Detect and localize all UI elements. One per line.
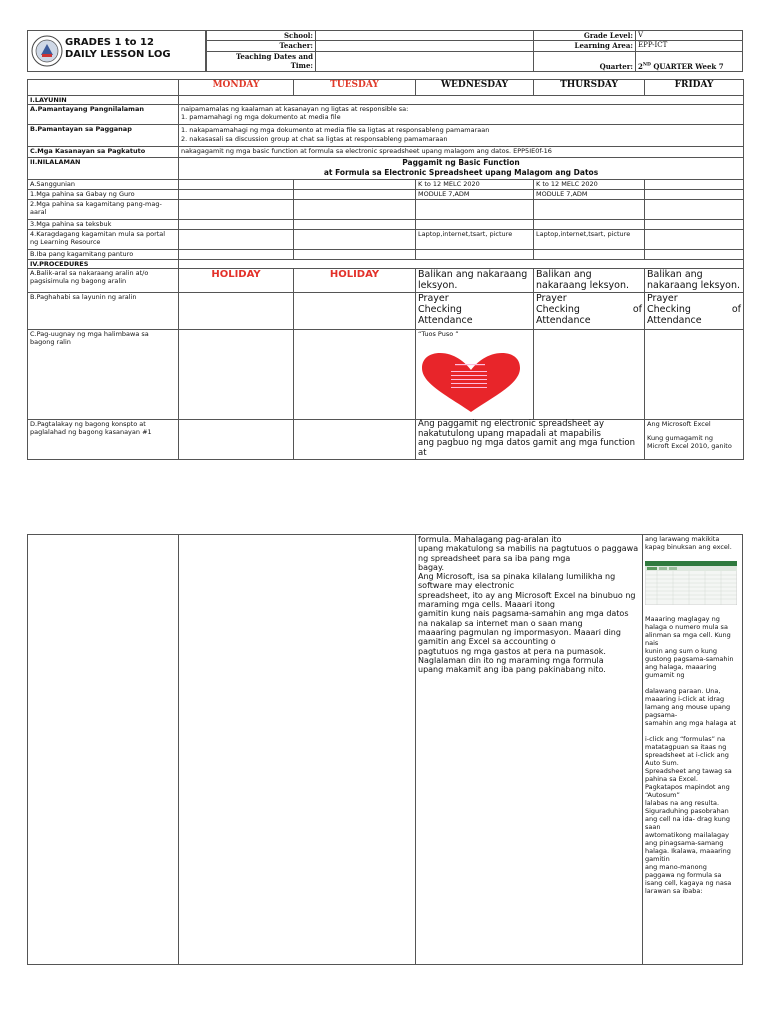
header-title-box xyxy=(27,30,206,72)
day-friday: FRIDAY xyxy=(645,80,744,96)
heart-picture xyxy=(418,352,524,414)
excel-screenshot-picture xyxy=(645,561,737,605)
page2-table xyxy=(27,534,743,965)
corner-cell xyxy=(28,80,179,96)
gabay-wed: MODULE 7,ADM xyxy=(416,190,534,200)
sanggunian-fri xyxy=(645,180,744,190)
gabay-label: 1.Mga pahina sa Gabay ng Guro xyxy=(28,190,179,200)
holiday-monday: HOLIDAY xyxy=(179,269,294,293)
header-title-line2: DAILY LESSON LOG xyxy=(65,49,171,60)
procedures-label: IV.PROCEDURES xyxy=(28,260,179,269)
school-label: School: xyxy=(207,31,316,41)
holiday-tuesday: HOLIDAY xyxy=(294,269,416,293)
kasanayan-content: nakagagamit ng mga basic function at formula sa electronic spreadsheet upang malagom ang datos. EPP5IE0f-16 xyxy=(179,147,744,158)
paguugnay-wed xyxy=(416,330,534,420)
balik-aral-fri: Balikan ang nakaraang leksyon. xyxy=(645,269,744,293)
grade-level-label: Grade Level: xyxy=(534,31,636,41)
paguugnay-label: C.Pag-uugnay ng mga halimbawa sa bagong ralin xyxy=(28,330,179,420)
teacher-value[interactable] xyxy=(316,41,534,52)
grade-level-value[interactable]: V xyxy=(636,31,743,41)
balik-aral-wed: Balikan ang nakaraang leksyon. xyxy=(416,269,534,293)
nilalaman-content: Paggamit ng Basic Function at Formula sa Electronic Spreadsheet upang Malagom ang Datos xyxy=(179,158,744,180)
quarter-label: Quarter: xyxy=(534,52,636,72)
learning-area-label: Learning Area: xyxy=(534,41,636,52)
tuos-puso-caption: “Tuos Puso ” xyxy=(418,330,459,338)
header-info-table xyxy=(206,30,743,72)
quarter-value[interactable]: 2ND QUARTER Week 7 xyxy=(636,52,743,72)
paghahabi-label: B.Paghahabi sa layunin ng aralin xyxy=(28,293,179,330)
learning-area-value[interactable]: EPP-ICT xyxy=(636,41,743,52)
dates-label: Teaching Dates and Time: xyxy=(207,52,316,72)
kagamitang-label: 2.Mga pahina sa kagamitang pang-mag- aaral xyxy=(28,200,179,220)
iba-pang-label: B.Iba pang kagamitang panturo xyxy=(28,250,179,260)
pamantayan-pagganap-content: 1. nakapamamahagi ng mga dokumento at media file sa ligtas at responsableng pamamaraan 2. nakasasali sa discussion group at chat sa ligtas at responsableng pamamaraan xyxy=(179,125,744,147)
paghahabi-fri: Prayer Checking of Attendance xyxy=(645,293,744,330)
dates-value[interactable] xyxy=(316,52,534,72)
pagtalakay-wed: Ang paggamit ng electronic spreadsheet ay nakatutulong upang mapadali at mapabilis ang pagbuo ng mga datos gamit ang mga function at xyxy=(416,420,645,460)
karagdagang-wed: Laptop,internet,tsart, picture xyxy=(416,230,534,250)
teacher-label: Teacher: xyxy=(207,41,316,52)
nilalaman-label: II.NILALAMAN xyxy=(28,158,179,180)
school-value[interactable] xyxy=(316,31,534,41)
teksbuk-label: 3.Mga pahina sa teksbuk xyxy=(28,220,179,230)
karagdagang-label: 4.Karagdagang kagamitan mula sa portal ng Learning Resource xyxy=(28,230,179,250)
sanggunian-mon xyxy=(179,180,294,190)
paghahabi-thu: Prayer Checking of Attendance xyxy=(534,293,645,330)
pamantayan-pagganap-label: B.Pamantayan sa Pagganap xyxy=(28,125,179,147)
day-monday: MONDAY xyxy=(179,80,294,96)
pamantayang-pangnilalaman-content: naipamamalas ng kaalaman at kasanayan ng ligtas at responsible sa: 1. pamamahagi ng mga dokumento at media file xyxy=(179,105,744,125)
header-title-line1: GRADES 1 to 12 xyxy=(65,37,154,48)
pagtalakay-fri: Ang Microsoft Excel Kung gumagamit ng Microft Excel 2010, ganito xyxy=(645,420,744,460)
lesson-log-table xyxy=(27,79,744,460)
page2-fri-top: ang larawang makikita kapag binuksan ang excel. xyxy=(645,535,732,551)
sanggunian-label: A.Sanggunian xyxy=(28,180,179,190)
balik-aral-thu: Balikan ang nakaraang leksyon. xyxy=(534,269,645,293)
day-tuesday: TUESDAY xyxy=(294,80,416,96)
karagdagang-thu: Laptop,internet,tsart, picture xyxy=(534,230,645,250)
layunin-content xyxy=(179,96,744,105)
balik-aral-label: A.Balik-aral sa nakaraang aralin at/o pagsisimula ng bagong aralin xyxy=(28,269,179,293)
sanggunian-tue xyxy=(294,180,416,190)
kasanayan-label: C.Mga Kasanayan sa Pagkatuto xyxy=(28,147,179,158)
sanggunian-wed: K to 12 MELC 2020 xyxy=(416,180,534,190)
pagtalakay-label: D.Pagtalakay ng bagong konspto at paglalahad ng bagong kasanayan #1 xyxy=(28,420,179,460)
layunin-label: I.LAYUNIN xyxy=(28,96,179,105)
sanggunian-thu: K to 12 MELC 2020 xyxy=(534,180,645,190)
paghahabi-wed: Prayer Checking Attendance xyxy=(416,293,534,330)
day-thursday: THURSDAY xyxy=(534,80,645,96)
pamantayang-pangnilalaman-label: A.Pamantayang Pangnilalaman xyxy=(28,105,179,125)
page2-wed-text: formula. Mahalagang pag-aralan ito upang makatulong sa mabilis na pagtutuos o paggawa ng spreadsheet para sa iba pang mga bagay. Ang Microsoft, isa sa pinaka kilalang lumilikha ng software may electronic spreadsheet, ito ay ang Microsoft Excel na binubuo ng maraming mga cells. Maaari itong gamitin kung nais pagsama-samahin ang mga datos na nakalap sa internet man o saan mang maaaring pagmulan ng impormasyon. Maaari ding gamitin ang Excel sa accounting o pagtutuos ng mga gastos at pera na pumasok. Naglalaman din ito ng maraming mga formula upang makamit ang iba pang pakinabang nito. xyxy=(418,535,639,675)
gabay-thu: MODULE 7,ADM xyxy=(534,190,645,200)
day-wednesday: WEDNESDAY xyxy=(416,80,534,96)
deped-seal-icon xyxy=(31,35,63,67)
page2-fri-text: Maaaring maglagay ng halaga o numero mula sa alinman sa mga cell. Kung nais kunin ang sum o kung gustong pagsama-samahin ang halaga, maaaring gumamit ng dalawang paraan. Una, maaaring i-click at idrag lamang ang mouse upang pagsama- samahin ang mga halaga at i-click ang “formulas” na matatagpuan sa itaas ng spreadsheet at i-click ang Auto Sum. Spreadsheet ang tawag sa pahina sa Excel. Pagkatapos mapindot ang “Autosum” lalabas na ang resulta. Siguraduhing pasobrahan ang cell na ida- drag kung saan awtomatikong mailalagay ang pinagsama-samang halaga. Ikalawa, maaaring gamitin ang mano-manong paggawa ng formula sa isang cell, kagaya ng nasa larawan sa ibaba: xyxy=(645,615,737,895)
